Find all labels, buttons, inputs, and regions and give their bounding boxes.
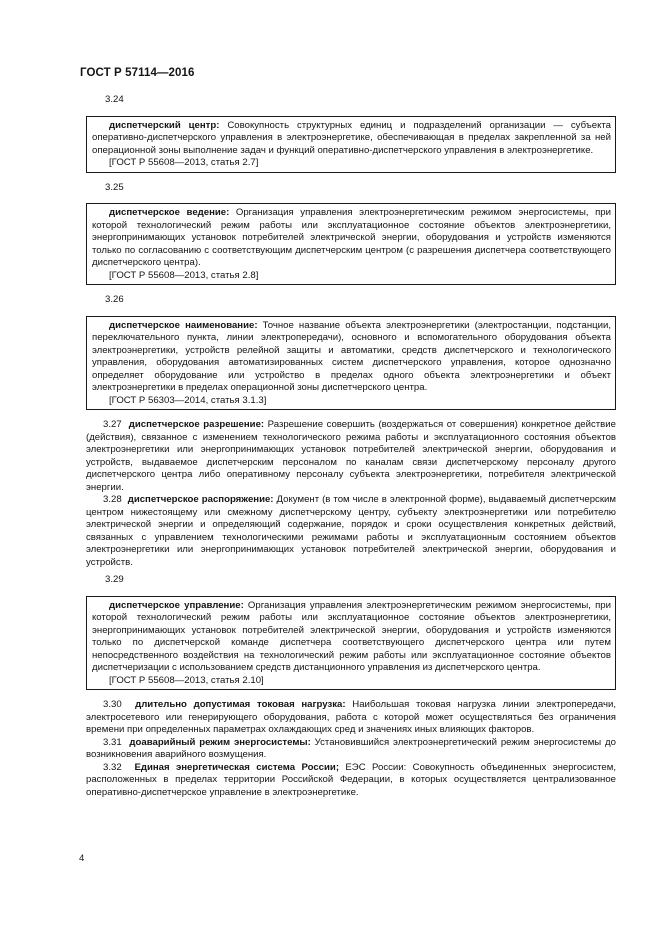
definition: Документ (в том числе в электронной форме), выдаваемый диспетчерским центром нижестоящему или смежному диспетчерскому центру, субъекту электроэнергетики или потребителю электрической энергии и определяющий содержание, порядок и сроки осуществления конкретных действий, связанных с управлением технологическими режимами работы и эксплуатационным состоянием объектов электроэнергетики или энергопринимающих установок потребителей электрической энергии, оборудования и устройств. (86, 494, 616, 568)
entry-number-3-25: 3.25 (105, 181, 124, 193)
definition: Наибольшая токовая нагрузка линии электропередачи, электросетевого или генерирующего оборудования, работа с которой может осуществляться без ограничения времени при определенных параметрах охлаждающих сред и значениях иных влияющих факторов. (86, 699, 616, 735)
term: диспетчерское наименование: (109, 319, 258, 331)
definition-box-3-29 (86, 596, 616, 691)
entry-3-28 (86, 494, 616, 569)
definition: Организация управления электроэнергетическим режимом энергосистемы, при которой технологический режим работы или эксплуатационное состояние объектов электроэнергетики, энергопринимающих установок потребителей электрической энергии, оборудования и устройств изменяются только по согласованию с соответствующим диспетчерским центром (с разрешения диспетчера соответствующего диспетчерского центра). (92, 207, 611, 268)
term: диспетчерский центр: (109, 119, 220, 131)
entry-number-3-24: 3.24 (105, 94, 124, 105)
definition: Установившийся электроэнергетический режим энергосистемы до возникновения аварийного возмущения. (86, 736, 616, 760)
entry-number: 3.27 (103, 419, 122, 430)
definition: Точное название объекта электроэнергетики (электростанции, подстанции, переключательного пункта, линии электропередачи), основного и вспомогательного оборудования объекта электроэнергетики, устройств релейной защиты и автоматики, средств диспетчерского и технологического управления, оборудования автоматизированных систем диспетчерского управления, которое однозначно определяет оборудование или устройство в пределах одного объекта электроэнергетики и объект электроэнергетики в пределах операционной зоны диспетчерского центра. (92, 319, 612, 393)
definition-box-3-24 (86, 116, 616, 173)
entry-number: 3.31 (103, 736, 122, 748)
document-code-header: ГОСТ Р 57114—2016 (80, 67, 195, 79)
entry-3-31 (86, 737, 616, 762)
term: диспетчерское распоряжение: (127, 494, 274, 505)
definition: Организация управления электроэнергетическим режимом энергосистемы, при которой технологический режим работы или эксплуатационное состояние объектов электроэнергетики, энергопринимающих установок потребителей электрической энергии, оборудования и устройств изменяются только по диспетчерской команде диспетчера соответствующего диспетчерского центра или путем непосредственного воздействия на технологический режим работы или эксплуатационное состояние объектов диспетчеризации с использованием средств дистанционного управления из диспетчерского центра. (92, 599, 611, 673)
term: доаварийный режим энергосистемы: (129, 736, 311, 748)
term: Единая энергетическая система России; (134, 761, 340, 773)
definition-box-3-26 (86, 316, 616, 411)
source-reference: [ГОСТ Р 56303—2014, статья 3.1.3] (109, 394, 267, 406)
entry-number: 3.30 (103, 699, 122, 710)
entry-3-32 (86, 762, 616, 800)
source-reference: [ГОСТ Р 55608—2013, статья 2.8] (109, 269, 259, 281)
entry-3-30 (86, 699, 616, 737)
term: длительно допустимая токовая нагрузка: (135, 699, 346, 710)
source-reference: [ГОСТ Р 55608—2013, статья 2.7] (109, 157, 259, 168)
entry-number: 3.28 (103, 494, 122, 505)
term: диспетчерское ведение: (109, 207, 230, 218)
entry-number-3-26: 3.26 (105, 294, 124, 305)
definition: Разрешение совершить (воздержаться от совершения) конкретное действие (действия), связанное с изменением технологического режима работы и эксплуатационного состояния объектов электроэнергетики или энергопринимающих установок потребителей электрической энергии, оборудования и устройств, выдаваемое диспетчерским персоналом по каналам связи диспетчерскому персоналу другого диспетчерского центра либо оперативному персоналу субъекта электроэнергетики, потребителя электрической энергии. (86, 419, 616, 493)
entry-3-27 (86, 419, 616, 494)
definition-text (92, 600, 611, 675)
term: диспетчерское управление: (109, 599, 244, 611)
definition-text (92, 207, 611, 270)
definition: Совокупность структурных единиц и подразделений организации — субъекта оперативно-диспетчерского управления в электроэнергетике, обеспечивающая в пределах закрепленной за ней операционной зоны выполнение задач и функций оперативно-диспетчерского управления в электроэнергетике. (92, 119, 612, 156)
definition: ЕЭС России: Совокупность объединенных энергосистем, расположенных в пределах территории Российской Федерации, в которых осуществляется централизованное оперативно-диспетчерское управление в электроэнергетике. (86, 761, 616, 798)
document-body (86, 94, 616, 799)
term: диспетчерское разрешение: (128, 419, 265, 430)
definition-box-3-25 (86, 203, 616, 285)
entry-number: 3.32 (103, 761, 122, 773)
entry-number-3-29: 3.29 (105, 574, 124, 585)
source-reference: [ГОСТ Р 55608—2013, статья 2.10] (109, 674, 264, 686)
page-number: 4 (79, 853, 85, 864)
definition-text (92, 320, 611, 395)
definition-text (92, 120, 611, 158)
